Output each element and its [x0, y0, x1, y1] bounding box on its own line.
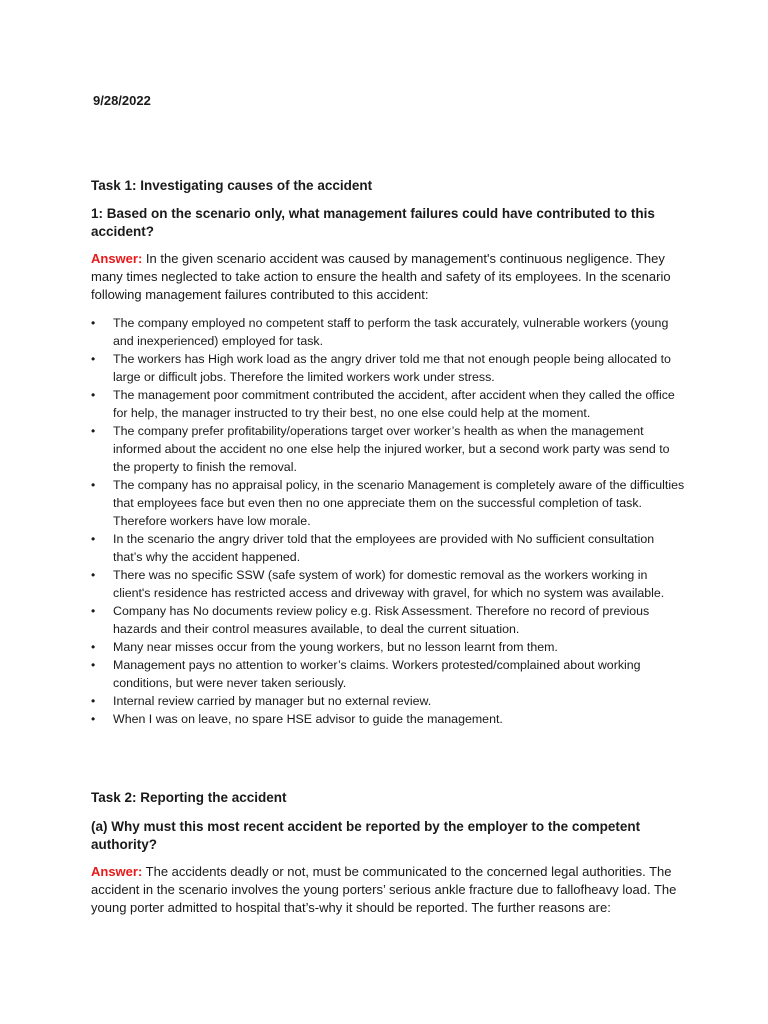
- list-item: • Management pays no attention to worker’s claims. Workers protested/complained about working conditions, but were never taken seriously.: [91, 658, 641, 690]
- task1-title: Task 1: Investigating causes of the accident: [91, 178, 373, 193]
- document-date: 9/28/2022: [93, 93, 151, 108]
- bullet-icon: •: [91, 694, 96, 708]
- task1-answer-label: Answer:: [91, 251, 143, 266]
- task2-answer: [91, 863, 691, 917]
- task2-answer-text: The accidents deadly or not, must be communicated to the concerned legal authorities. The accident in the scenario involves the young porters’ serious ankle fracture due to fallofheavy load. The young porter admitted to hospital that’s-why it should be reported. The further reasons are:: [91, 864, 677, 915]
- bullet-icon: •: [91, 658, 96, 672]
- task2-title: Task 2: Reporting the accident: [91, 790, 287, 805]
- list-item: • There was no specific SSW (safe system of work) for domestic removal as the workers working in client's residence has restricted access and driveway with gravel, for which no system was available.: [91, 568, 665, 600]
- bullet-icon: •: [91, 532, 96, 546]
- management-failures-list: [91, 314, 686, 728]
- list-item: • When I was on leave, no spare HSE advisor to guide the management.: [91, 712, 503, 726]
- bullet-icon: •: [91, 478, 96, 492]
- list-item: • In the scenario the angry driver told that the employees are provided with No sufficient consultation that’s why the accident happened.: [91, 532, 655, 564]
- task1-question: 1: Based on the scenario only, what management failures could have contributed to this accident?: [91, 206, 655, 239]
- list-item: • The management poor commitment contributed the accident, after accident when they called the office for help, the manager instructed to try their best, no one else could help at the moment.: [91, 388, 675, 420]
- bullet-icon: •: [91, 712, 96, 726]
- bullet-icon: •: [91, 424, 96, 438]
- list-item: • The company prefer profitability/operations target over worker’s health as when the management informed about the accident no one else help the injured worker, but a second work party was send to the property to finish the removal.: [91, 424, 670, 474]
- list-item: • The company employed no competent staff to perform the task accurately, vulnerable workers (young and inexperienced) employed for task.: [91, 316, 669, 348]
- bullet-icon: •: [91, 388, 96, 402]
- bullet-icon: •: [91, 568, 96, 582]
- list-item: • Many near misses occur from the young workers, but no lesson learnt from them.: [91, 640, 558, 654]
- task2-question: (a) Why must this most recent accident be reported by the employer to the competent authority?: [91, 819, 641, 852]
- list-item: • Internal review carried by manager but no external review.: [91, 694, 432, 708]
- list-item: • Company has No documents review policy e.g. Risk Assessment. Therefore no record of previous hazards and their control measures available, to deal the current situation.: [91, 604, 650, 636]
- bullet-icon: •: [91, 604, 96, 618]
- bullet-icon: •: [91, 316, 96, 330]
- bullet-icon: •: [91, 352, 96, 366]
- list-item: • The company has no appraisal policy, in the scenario Management is completely aware of the difficulties that employees face but even then no one appreciate them on the successful completion of task. Therefore workers have low morale.: [91, 478, 685, 528]
- bullet-icon: •: [91, 640, 96, 654]
- list-item: • The workers has High work load as the angry driver told me that not enough people being allocated to large or difficult jobs. Therefore the limited workers work under stress.: [91, 352, 671, 384]
- task1-answer-text: In the given scenario accident was caused by management's continuous negligence. They many times neglected to take action to ensure the health and safety of its employees. In the scenario following management failures contributed to this accident:: [91, 251, 671, 302]
- task2-answer-label: Answer:: [91, 864, 143, 879]
- task1-answer: [91, 250, 691, 304]
